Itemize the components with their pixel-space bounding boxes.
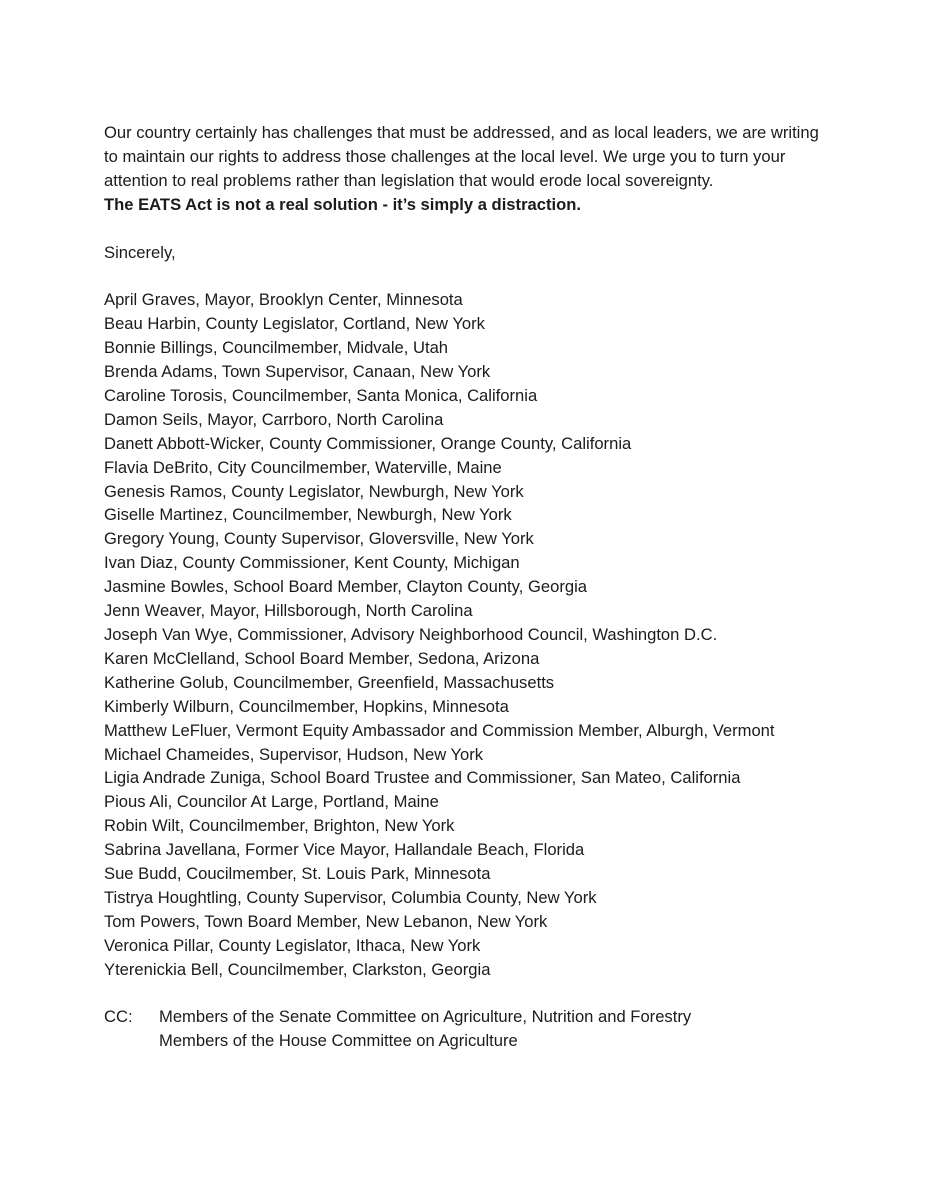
signatory: Sue Budd, Coucilmember, St. Louis Park, Minnesota (104, 864, 491, 884)
cc-recipients (159, 1005, 691, 1053)
closing-salutation: Sincerely, (104, 242, 176, 262)
signatory: Bonnie Billings, Councilmember, Midvale, Utah (104, 338, 449, 358)
cc-block (104, 1005, 864, 1053)
paragraph-line: attention to real problems rather than legislation that would erode local sovereignty. (104, 170, 714, 190)
paragraph-line: to maintain our rights to address those challenges at the local level. We urge you to turn your (104, 146, 786, 166)
signatory: Giselle Martinez, Councilmember, Newburgh, New York (104, 505, 512, 525)
signatory: Pious Ali, Councilor At Large, Portland, Maine (104, 792, 439, 812)
signatory: Flavia DeBrito, City Councilmember, Waterville, Maine (104, 457, 502, 477)
letter-body (104, 121, 864, 1053)
signatory: Beau Harbin, County Legislator, Cortland, New York (104, 314, 485, 334)
signatory: Karen McClelland, School Board Member, Sedona, Arizona (104, 648, 540, 668)
signatory: Joseph Van Wye, Commissioner, Advisory Neighborhood Council, Washington D.C. (104, 625, 718, 644)
cc-label: CC: (104, 1007, 133, 1027)
signatory: Veronica Pillar, County Legislator, Ithaca, New York (104, 935, 481, 955)
signatory: Genesis Ramos, County Legislator, Newburgh, New York (104, 481, 524, 501)
signatory: Ligia Andrade Zuniga, School Board Trustee and Commissioner, San Mateo, California (104, 768, 741, 788)
signatory: April Graves, Mayor, Brooklyn Center, Minnesota (104, 290, 463, 310)
cc-recipient: Members of the House Committee on Agriculture (159, 1031, 518, 1051)
signatory: Robin Wilt, Councilmember, Brighton, New York (104, 816, 455, 836)
signatory: Matthew LeFluer, Vermont Equity Ambassador and Commission Member, Alburgh, Vermont (104, 720, 775, 740)
signatory: Tom Powers, Town Board Member, New Lebanon, New York (104, 911, 548, 931)
signatory: Brenda Adams, Town Supervisor, Canaan, New York (104, 362, 491, 382)
signatory: Michael Chameides, Supervisor, Hudson, New York (104, 744, 484, 764)
signatory: Jenn Weaver, Mayor, Hillsborough, North Carolina (104, 601, 473, 621)
signatory: Tistrya Houghtling, County Supervisor, Columbia County, New York (104, 887, 597, 907)
signatory: Jasmine Bowles, School Board Member, Clayton County, Georgia (104, 577, 587, 597)
signatory: Gregory Young, County Supervisor, Gloversville, New York (104, 529, 534, 549)
signatory-list (104, 288, 864, 981)
signatory: Damon Seils, Mayor, Carrboro, North Carolina (104, 409, 444, 429)
signatory: Yterenickia Bell, Councilmember, Clarkston, Georgia (104, 959, 491, 979)
signatory: Kimberly Wilburn, Councilmember, Hopkins, Minnesota (104, 696, 509, 716)
closing-paragraph (104, 121, 864, 217)
paragraph-line: Our country certainly has challenges that must be addressed, and as local leaders, we are writing (104, 123, 819, 142)
cc-recipient: Members of the Senate Committee on Agriculture, Nutrition and Forestry (159, 1007, 692, 1027)
signatory: Sabrina Javellana, Former Vice Mayor, Hallandale Beach, Florida (104, 840, 585, 860)
signatory: Katherine Golub, Councilmember, Greenfield, Massachusetts (104, 672, 555, 692)
bold-statement: The EATS Act is not a real solution - it’s simply a distraction. (104, 194, 581, 214)
signatory: Danett Abbott-Wicker, County Commissioner, Orange County, California (104, 433, 632, 453)
signatory: Ivan Diaz, County Commissioner, Kent County, Michigan (104, 553, 520, 573)
signatory: Caroline Torosis, Councilmember, Santa Monica, California (104, 385, 538, 405)
